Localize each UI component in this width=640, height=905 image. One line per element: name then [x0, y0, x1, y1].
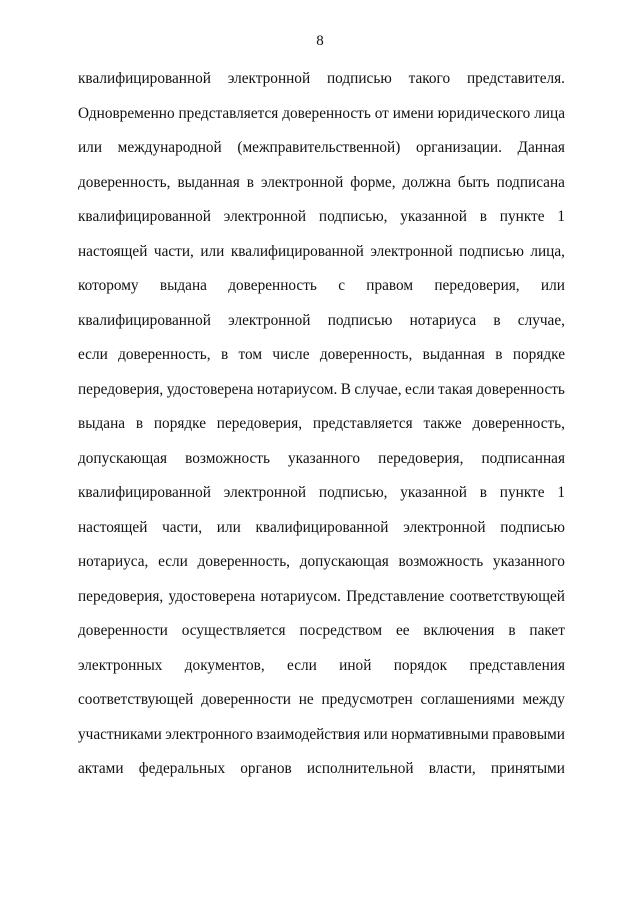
text-line-10-word-8: доверенность: [476, 380, 565, 398]
text-line-16-word-4: Представление: [346, 587, 445, 605]
text-line-17-word-4: ее: [395, 622, 410, 639]
text-line-19-word-5: соглашениями: [420, 691, 515, 708]
text-line-14-word-6: подписью: [500, 518, 565, 536]
text-line-11-word-3: порядке: [153, 415, 207, 432]
text-line-17-word-6: в: [508, 622, 516, 639]
text-line-20-word-6: правовыми: [492, 725, 565, 743]
text-line-1-word-5: представителя.: [466, 70, 565, 87]
text-line-20-word-4: или: [363, 725, 388, 743]
text-line-7-word-7: или: [540, 277, 565, 294]
text-line-16-word-3: нотариусом.: [260, 587, 341, 605]
text-line-3-word-5: Данная: [517, 139, 565, 156]
text-line-9-word-7: выданная: [422, 346, 485, 363]
text-line-5-word-4: указанной: [400, 208, 467, 225]
text-line-16: [78, 586, 565, 621]
text-line-16-word-2: удостоверена: [168, 587, 256, 605]
text-line-10-word-2: удостоверена: [166, 380, 254, 398]
text-line-17: [78, 620, 565, 655]
text-line-7-word-1: которому: [78, 277, 139, 294]
text-line-20-word-1: участниками: [78, 725, 162, 743]
text-line-5-word-7: 1: [557, 208, 565, 225]
text-line-13-word-3: подписью,: [318, 484, 388, 501]
text-line-20-word-2: электронного: [165, 725, 253, 743]
text-line-9-word-9: порядке: [512, 346, 565, 363]
text-line-18-word-2: документов,: [184, 656, 265, 674]
text-line-19-word-2: доверенности: [201, 691, 291, 708]
text-line-4-word-1: доверенность,: [78, 173, 171, 191]
text-line-8-word-6: случае,: [517, 311, 565, 329]
text-line-21-word-3: органов: [240, 760, 292, 777]
text-line-7-word-6: передоверия,: [434, 277, 520, 294]
text-line-4-word-5: форме,: [350, 173, 396, 191]
text-line-8-word-5: в: [493, 311, 501, 329]
text-line-17-word-3: посредством: [299, 622, 383, 639]
text-line-6-word-3: или: [200, 242, 225, 260]
text-line-18-word-1: электронных: [78, 656, 163, 674]
text-line-2-word-4: от: [374, 104, 389, 122]
text-line-19: [78, 689, 565, 724]
text-line-2-word-7: лица: [534, 104, 565, 122]
text-line-13-word-6: пункте: [499, 484, 545, 501]
text-line-5-word-1: квалифицированной: [78, 208, 211, 225]
text-line-18-word-4: иной: [339, 656, 372, 674]
text-line-19-word-6: между: [522, 691, 565, 708]
text-line-12-word-5: подписанная: [481, 449, 565, 467]
text-line-20-word-3: взаимодействия: [256, 725, 361, 743]
text-line-6-word-5: электронной: [370, 242, 453, 260]
text-line-4-word-3: в: [246, 173, 254, 191]
text-line-15-word-1: нотариуса,: [78, 553, 149, 570]
text-line-19-word-1: соответствующей: [78, 691, 194, 708]
text-line-9-word-2: доверенность,: [118, 346, 211, 363]
text-line-14-word-3: или: [216, 518, 241, 536]
text-line-5-word-5: в: [479, 208, 487, 225]
text-line-9-word-6: доверенность,: [319, 346, 413, 363]
text-line-10-word-7: такая: [438, 380, 473, 398]
text-line-11: [78, 413, 565, 448]
text-line-3: [78, 137, 565, 172]
text-line-4-word-4: электронной: [260, 173, 344, 191]
text-line-4-word-8: подписана: [496, 173, 565, 191]
text-line-21: [78, 758, 565, 793]
text-line-17-word-7: пакет: [529, 622, 565, 639]
text-line-3-word-2: международной: [117, 139, 222, 156]
text-line-17-word-2: осуществляется: [181, 622, 286, 639]
text-line-8-word-3: подписью: [327, 311, 393, 329]
text-line-10-word-3: нотариусом.: [256, 380, 338, 398]
text-line-21-word-6: принятыми: [490, 760, 565, 777]
text-line-10-word-6: если: [404, 380, 435, 398]
text-line-1: [78, 68, 565, 103]
text-line-11-word-5: представляется: [312, 415, 413, 432]
page-number: 8: [316, 33, 324, 49]
text-line-13-word-5: в: [479, 484, 487, 501]
text-line-2-word-6: юридического: [437, 104, 531, 122]
text-line-9: [78, 344, 565, 379]
text-line-7-word-5: правом: [366, 277, 414, 294]
text-line-10: [78, 379, 565, 414]
text-line-14-word-5: электронной: [403, 518, 486, 536]
text-line-9-word-4: том: [238, 346, 263, 363]
text-line-2-word-1: Одновременно: [78, 104, 175, 122]
text-line-9-word-1: если: [78, 346, 108, 363]
text-line-18-word-3: если: [287, 656, 317, 674]
text-line-10-word-4: В: [340, 380, 351, 398]
text-line-15-word-5: возможность: [398, 553, 484, 570]
text-line-20-word-5: нормативными: [391, 725, 489, 743]
text-line-12-word-1: допускающая: [78, 449, 168, 467]
text-line-14-word-2: части,: [162, 518, 203, 536]
text-line-10-word-1: передоверия,: [78, 380, 164, 398]
text-line-15-word-3: доверенность,: [197, 553, 290, 570]
text-line-4: [78, 172, 565, 207]
text-line-17-word-5: включения: [423, 622, 495, 639]
text-line-14-word-1: настоящей: [78, 518, 148, 536]
text-line-10-word-5: случае,: [354, 380, 402, 398]
text-line-8-word-1: квалифицированной: [78, 311, 211, 329]
text-line-17-word-1: доверенности: [78, 622, 168, 639]
text-line-6-word-6: подписью: [459, 242, 524, 260]
text-line-4-word-7: быть: [457, 173, 490, 191]
text-line-1-word-3: подписью: [327, 70, 392, 87]
text-line-12-word-2: возможность: [185, 449, 270, 467]
text-line-11-word-7: доверенность,: [472, 415, 565, 432]
text-line-18-word-5: порядок: [393, 656, 448, 674]
text-line-7-word-4: с: [338, 277, 345, 294]
text-line-15: [78, 551, 565, 586]
text-line-11-word-2: в: [135, 415, 144, 432]
text-line-18: [78, 655, 565, 690]
text-line-8: [78, 310, 565, 345]
text-line-2-word-2: представляется: [178, 104, 279, 122]
text-line-21-word-2: федеральных: [138, 760, 226, 777]
text-line-21-word-5: власти,: [428, 760, 476, 777]
text-line-5-word-3: подписью,: [318, 208, 388, 225]
text-line-6-word-1: настоящей: [78, 242, 148, 260]
text-line-20: [78, 724, 565, 759]
text-line-18-word-6: представления: [469, 656, 565, 674]
text-line-5: [78, 206, 565, 241]
text-line-1-word-1: квалифицированной: [78, 70, 211, 87]
text-line-16-word-1: передоверия,: [78, 587, 164, 605]
text-line-11-word-6: также: [423, 415, 462, 432]
text-line-7-word-2: выдана: [159, 277, 207, 294]
text-line-3-word-3: (межправительственной): [237, 139, 401, 156]
body-paragraph: [78, 68, 565, 793]
text-line-7-word-3: доверенность: [228, 277, 317, 294]
text-line-19-word-3: не: [298, 691, 314, 708]
text-line-19-word-4: предусмотрен: [321, 691, 413, 708]
text-line-2-word-5: имени: [392, 104, 434, 122]
text-line-13-word-2: электронной: [223, 484, 307, 501]
text-line-14-word-4: квалифицированной: [255, 518, 389, 536]
text-line-6-word-7: лица,: [530, 242, 565, 260]
text-line-5-word-2: электронной: [223, 208, 307, 225]
text-line-15-word-6: указанного: [492, 553, 565, 570]
text-line-4-word-2: выданная: [177, 173, 240, 191]
text-line-15-word-2: если: [158, 553, 188, 570]
text-line-12-word-3: указанного: [288, 449, 361, 467]
text-line-1-word-2: электронной: [227, 70, 311, 87]
text-line-13-word-4: указанной: [400, 484, 467, 501]
text-line-3-word-4: организации.: [415, 139, 502, 156]
text-line-2: [78, 103, 565, 138]
text-line-9-word-8: в: [495, 346, 503, 363]
text-line-9-word-3: в: [220, 346, 229, 363]
text-line-8-word-2: электронной: [228, 311, 311, 329]
text-line-11-word-1: выдана: [78, 415, 126, 432]
text-line-8-word-4: нотариуса: [409, 311, 477, 329]
text-line-4-word-6: должна: [402, 173, 451, 191]
text-line-13: [78, 482, 565, 517]
text-line-12-word-4: передоверия,: [378, 449, 464, 467]
text-line-3-word-1: или: [78, 139, 103, 156]
text-line-2-word-3: доверенность: [282, 104, 371, 122]
text-line-1-word-4: такого: [408, 70, 451, 87]
text-line-5-word-6: пункте: [499, 208, 545, 225]
text-line-12: [78, 448, 565, 483]
text-line-6-word-2: части,: [153, 242, 194, 260]
text-line-11-word-4: передоверия,: [216, 415, 303, 432]
text-line-9-word-5: числе: [272, 346, 310, 363]
text-line-6-word-4: квалифицированной: [230, 242, 364, 260]
text-line-14: [78, 517, 565, 552]
text-line-7: [78, 275, 565, 310]
text-line-16-word-5: соответствующей: [449, 587, 565, 605]
text-line-13-word-7: 1: [557, 484, 565, 501]
text-line-21-word-4: исполнительной: [306, 760, 414, 777]
text-line-15-word-4: допускающая: [299, 553, 389, 570]
text-line-6: [78, 241, 565, 276]
text-line-13-word-1: квалифицированной: [78, 484, 211, 501]
text-line-21-word-1: актами: [78, 760, 124, 777]
